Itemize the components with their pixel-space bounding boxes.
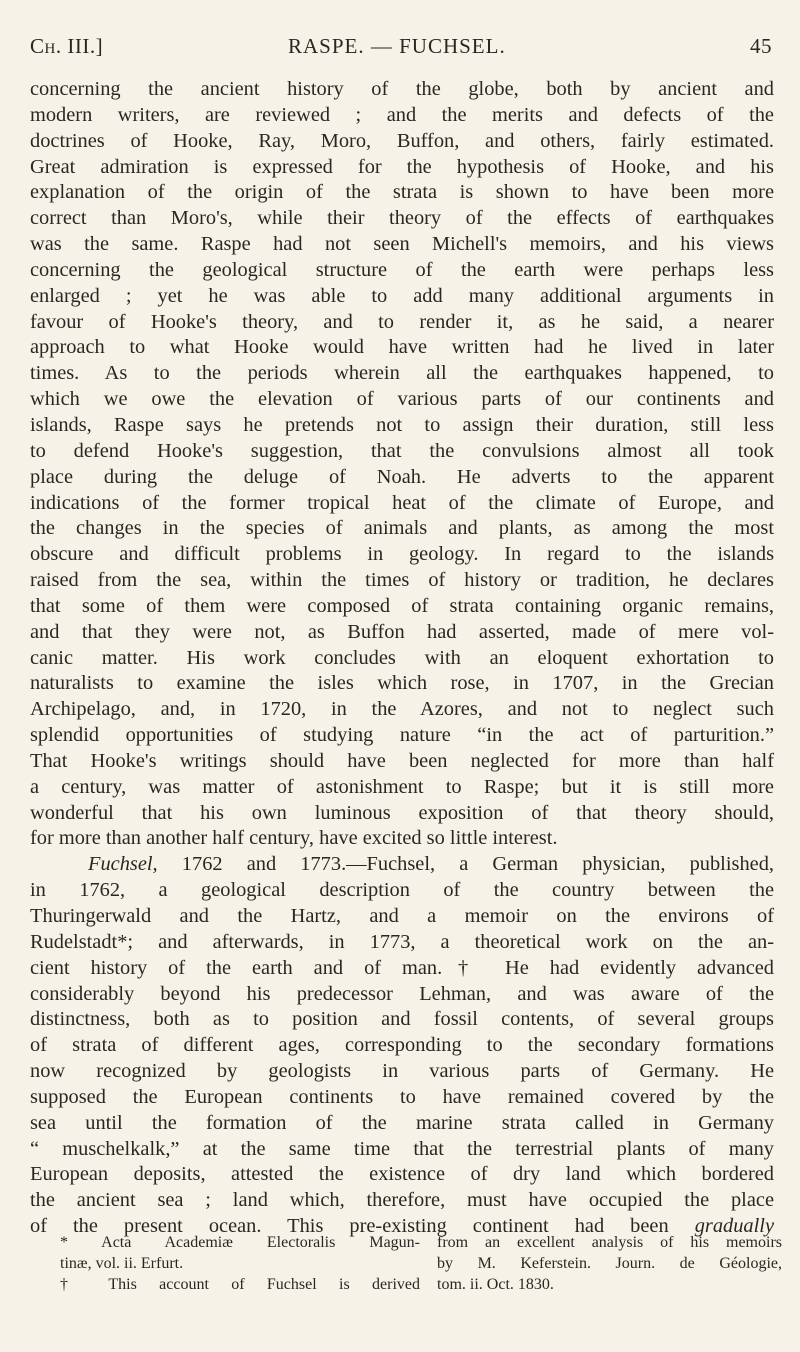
text-line: now recognized by geologists in various parts of Germany. He	[30, 1060, 774, 1083]
text-line: considerably beyond his predecessor Lehman, and was aware of the	[30, 982, 774, 1005]
fuchsel-first-line: 1762 and 1773.—Fuchsel, a German physician, published,	[181, 853, 774, 876]
text-line: times. As to the periods wherein all the earthquakes happened, to	[30, 362, 774, 385]
text-line: Great admiration is expressed for the hypothesis of Hooke, and his	[30, 155, 774, 178]
text-line: explanation of the origin of the strata is shown to have been more	[30, 181, 774, 204]
final-line-text: of the present ocean. This pre-existing continent had been	[30, 1215, 669, 1238]
text-line: of strata of different ages, corresponding to the secondary formations	[30, 1034, 774, 1057]
text-line: islands, Raspe says he pretends not to assign their duration, still less	[30, 413, 774, 436]
text-line: cient history of the earth and of man.† He had evidently advanced	[30, 956, 774, 979]
text-line: concerning the ancient history of the globe, both by ancient and	[30, 78, 774, 100]
text-line: canic matter. His work concludes with an eloquent exhortation to	[30, 646, 774, 669]
text-line: that some of them were composed of strata containing organic remains,	[30, 594, 774, 617]
text-line: doctrines of Hooke, Ray, Moro, Buffon, and others, fairly estimated.	[30, 129, 774, 152]
text-line: for more than another half century, have excited so little interest.	[30, 827, 558, 850]
chapter-label: Ch. III.]	[30, 34, 104, 58]
footnote-line: tinæ, vol. ii. Erfurt.	[60, 1255, 184, 1272]
text-line: Rudelstadt*; and afterwards, in 1773, a theoretical work on the an-	[30, 930, 774, 953]
text-line: place during the deluge of Noah. He adverts to the apparent	[30, 465, 774, 488]
page-number: 45	[750, 34, 772, 58]
footnote-line: from an excellent analysis of his memoirs	[437, 1234, 782, 1251]
text-line: obscure and difficult problems in geology. In regard to the islands	[30, 543, 774, 566]
text-line: enlarged ; yet he was able to add many additional arguments in	[30, 284, 774, 307]
text-line: concerning the geological structure of the earth were perhaps less	[30, 258, 774, 281]
text-line: naturalists to examine the isles which rose, in 1707, in the Grecian	[30, 672, 774, 695]
text-line: correct than Moro's, while their theory of the effects of earthquakes	[30, 207, 774, 230]
fuchsel-heading: Fuchsel,	[88, 853, 158, 876]
text-line: was the same. Raspe had not seen Michell's memoirs, and his views	[30, 233, 774, 256]
text-line: and that they were not, as Buffon had asserted, made of mere vol-	[30, 620, 774, 643]
final-line-italic: gradually	[694, 1215, 774, 1238]
footnote-line: by M. Keferstein. Journ. de Géologie,	[437, 1255, 782, 1272]
text-line: to defend Hooke's suggestion, that the convulsions almost all took	[30, 439, 774, 462]
body-text	[30, 77, 774, 1240]
text-line: modern writers, are reviewed ; and the merits and defects of the	[30, 103, 774, 126]
text-line: Thuringerwald and the Hartz, and a memoir on the environs of	[30, 905, 774, 927]
text-line: splendid opportunities of studying nature “in the act of parturition.”	[30, 724, 774, 747]
text-line: a century, was matter of astonishment to Raspe; but it is still more	[30, 775, 774, 798]
text-line: which we owe the elevation of various parts of our continents and	[30, 388, 774, 411]
text-line: the ancient sea ; land which, therefore, must have occupied the place	[30, 1189, 774, 1212]
footnote-line: † This account of Fuchsel is derived	[60, 1276, 420, 1293]
text-line: Archipelago, and, in 1720, in the Azores, and not to neglect such	[30, 698, 774, 721]
text-line: raised from the sea, within the times of history or tradition, he declares	[30, 569, 774, 592]
text-line: the changes in the species of animals and plants, as among the most	[30, 517, 774, 540]
footnotes-right-column	[437, 1232, 782, 1295]
text-line: “ muschelkalk,” at the same time that the terrestrial plants of many	[30, 1137, 774, 1160]
text-line: European deposits, attested the existence of dry land which bordered	[30, 1163, 774, 1186]
running-head	[30, 34, 772, 62]
running-title: RASPE. — FUCHSEL.	[288, 34, 506, 58]
text-line: favour of Hooke's theory, and to render it, as he said, a nearer	[30, 310, 774, 333]
text-line: That Hooke's writings should have been neglected for more than half	[30, 749, 774, 772]
footnote-line: tom. ii. Oct. 1830.	[437, 1276, 554, 1293]
text-line: supposed the European continents to have remained covered by the	[30, 1085, 774, 1108]
text-line: indications of the former tropical heat of the climate of Europe, and	[30, 491, 774, 514]
text-line: sea until the formation of the marine strata called in Germany	[30, 1111, 774, 1134]
text-line: distinctness, both as to position and fossil contents, of several groups	[30, 1008, 774, 1031]
text-line: wonderful that his own luminous exposition of that theory should,	[30, 801, 774, 824]
fuchsel-paragraph-start	[30, 852, 774, 878]
footnote-line: * Acta Academiæ Electoralis Magun-	[60, 1234, 420, 1251]
text-line: approach to what Hooke would have written had he lived in later	[30, 336, 774, 359]
footnotes-left-column	[60, 1232, 420, 1295]
text-line: in 1762, a geological description of the country between the	[30, 879, 774, 902]
